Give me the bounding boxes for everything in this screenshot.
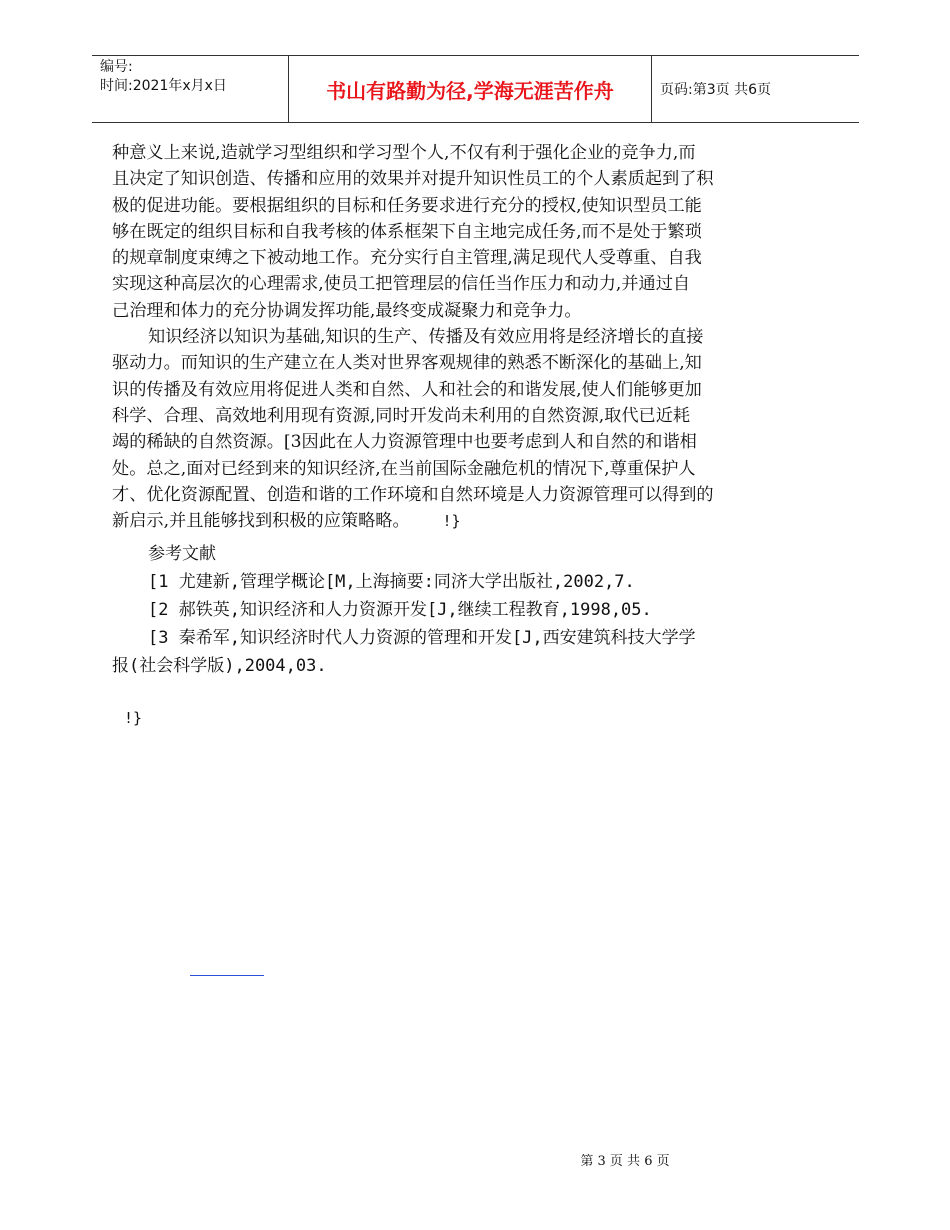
- page-footer: 第 3 页 共 6 页: [580, 1154, 670, 1169]
- stray-mark: !}: [124, 709, 143, 727]
- reference-item: [1 尤建新,管理学概论[M,上海摘要:同济大学出版社,2002,7.: [148, 572, 635, 592]
- text-line: 驱动力。而知识的生产建立在人类对世界客观规律的熟悉不断深化的基础上,知: [112, 353, 702, 374]
- header-page-info: 页码:第3页 共6页: [660, 82, 771, 98]
- text-line: 的规章制度束缚之下被动地工作。充分实行自主管理,满足现代人受尊重、自我: [112, 248, 702, 269]
- text-line: 处。总之,面对已经到来的知识经济,在当前国际金融危机的情况下,尊重保护人: [112, 458, 696, 479]
- text-line-last: [112, 508, 764, 534]
- text-line: 够在既定的组织目标和自我考核的体系框架下自主地完成任务,而不是处于繁琐: [112, 221, 702, 242]
- text-line: 实现这种高层次的心理需求,使员工把管理层的信任当作压力和动力,并通过自: [112, 274, 691, 295]
- text-line: 识的传播及有效应用将促进人类和自然、人和社会的和谐发展,使人们能够更加: [112, 379, 702, 400]
- header-meta: [92, 56, 288, 122]
- text-line: 科学、合理、高效地利用现有资源,同时开发尚未利用的自然资源,取代已近耗: [112, 405, 691, 426]
- reference-item: [2 郝铁英,知识经济和人力资源开发[J,继续工程教育,1998,05.: [148, 600, 652, 620]
- text-line: 己治理和体力的充分协调发挥功能,最终变成凝聚力和竞争力。: [112, 300, 582, 321]
- reference-item: [3 秦希军,知识经济时代人力资源的管理和开发[J,西安建筑科技大学学: [148, 628, 696, 648]
- number-label: 编号:: [100, 59, 133, 75]
- paragraph-2: [112, 324, 764, 534]
- references-title: 参考文献: [148, 544, 216, 564]
- text-line: 种意义上来说,造就学习型组织和学习型个人,不仅有利于强化企业的竞争力,而: [112, 143, 696, 163]
- paragraph-1: [112, 140, 764, 324]
- header-motto: 书山有路勤为径,学海无涯苦作舟: [288, 56, 652, 122]
- text-line: 知识经济以知识为基础,知识的生产、传播及有效应用将是经济增长的直接: [148, 327, 704, 348]
- reference-item-continued: 报(社会科学版),2004,03.: [112, 656, 327, 676]
- document-body: [112, 140, 764, 534]
- text-line: 新启示,并且能够找到积极的应策略略。: [112, 511, 410, 532]
- end-mark: !}: [442, 512, 461, 531]
- text-line: 极的促进功能。要根据组织的目标和任务要求进行充分的授权,使知识型员工能: [112, 195, 702, 216]
- text-line: 且决定了知识创造、传播和应用的效果并对提升知识性员工的个人素质起到了积: [112, 169, 714, 190]
- hyperlink-underline[interactable]: [190, 975, 264, 976]
- page-header: [92, 55, 859, 123]
- time-label: 时间:2021年x月x日: [100, 78, 227, 94]
- text-line: 竭的稀缺的自然资源。[3因此在人力资源管理中也要考虑到人和自然的和谐相: [112, 432, 697, 453]
- references: [112, 540, 764, 680]
- text-line: 才、优化资源配置、创造和谐的工作环境和自然环境是人力资源管理可以得到的: [112, 484, 714, 505]
